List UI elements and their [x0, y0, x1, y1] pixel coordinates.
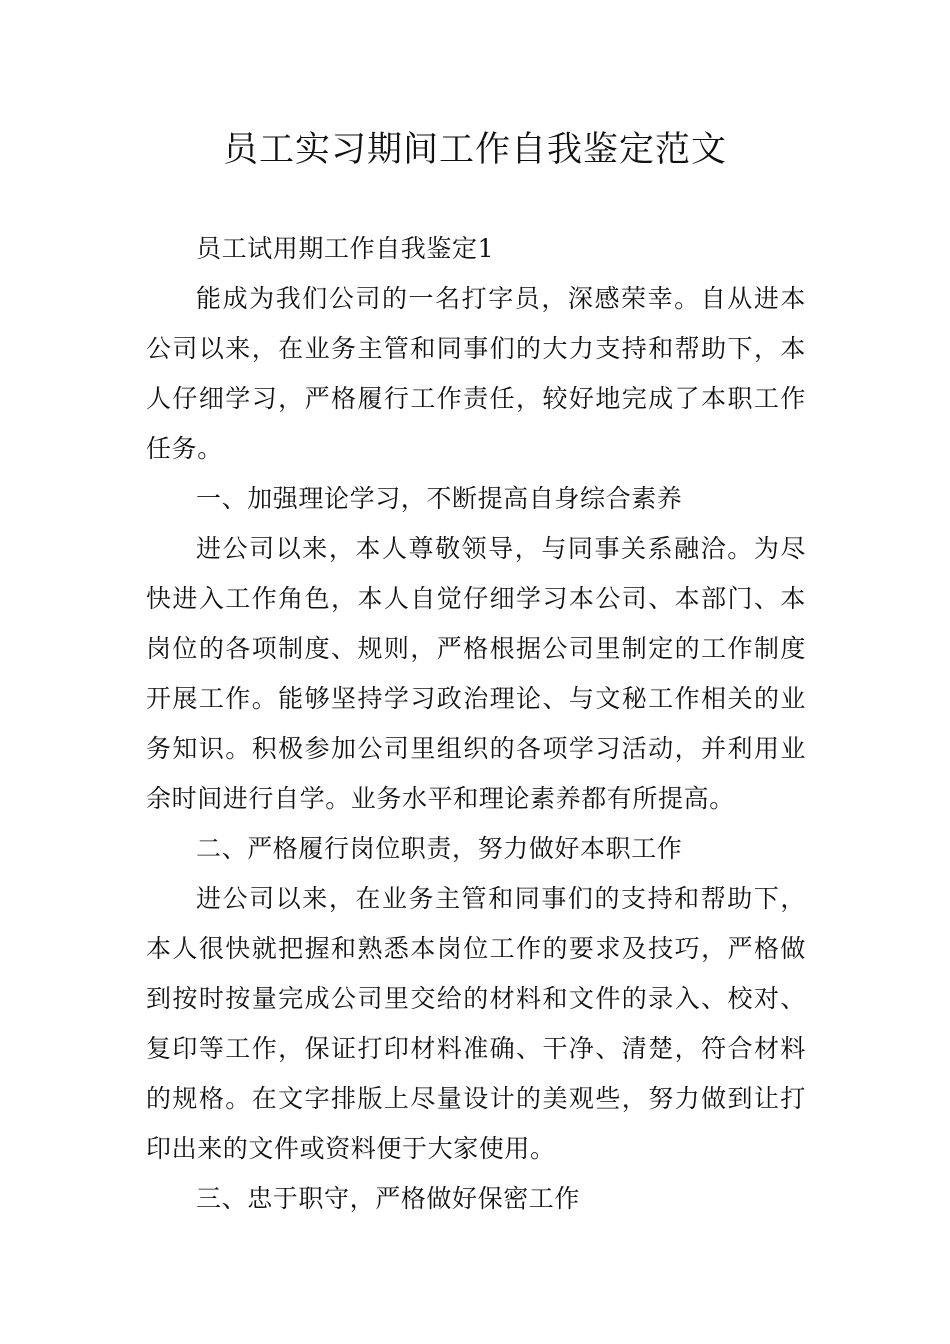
section-2-paragraph: 进公司以来，在业务主管和同事们的支持和帮助下，本人很快就把握和熟悉本岗位工作的要求及技巧，严格做到按时按量完成公司里交给的材料和文件的录入、校对、复印等工作，保证打印材料准确、干净、清楚，符合材料的规格。在文字排版上尽量设计的美观些，努力做到让打印出来的文件或资料便于大家使用。 — [146, 884, 806, 1163]
section-heading-3: 三、忠于职守，严格做好保密工作 — [196, 1184, 581, 1213]
section-heading-1: 一、加强理论学习，不断提高自身综合素养 — [196, 484, 683, 513]
section-heading-2: 二、严格履行岗位职责，努力做好本职工作 — [196, 834, 683, 863]
intro-paragraph: 能成为我们公司的一名打字员，深感荣幸。自从进本公司以来，在业务主管和同事们的大力支持和帮助下，本人仔细学习，严格履行工作责任，较好地完成了本职工作任务。 — [146, 284, 806, 463]
document-body — [146, 224, 806, 1224]
subtitle-paragraph: 员工试用期工作自我鉴定1 — [196, 234, 495, 263]
section-1-paragraph: 进公司以来，本人尊敬领导，与同事关系融洽。为尽快进入工作角色，本人自觉仔细学习本公司、本部门、本岗位的各项制度、规则，严格根据公司里制定的工作制度开展工作。能够坚持学习政治理论、与文秘工作相关的业务知识。积极参加公司里组织的各项学习活动，并利用业余时间进行自学。业务水平和理论素养都有所提高。 — [146, 534, 806, 813]
document-title: 员工实习期间工作自我鉴定范文 — [222, 130, 727, 170]
